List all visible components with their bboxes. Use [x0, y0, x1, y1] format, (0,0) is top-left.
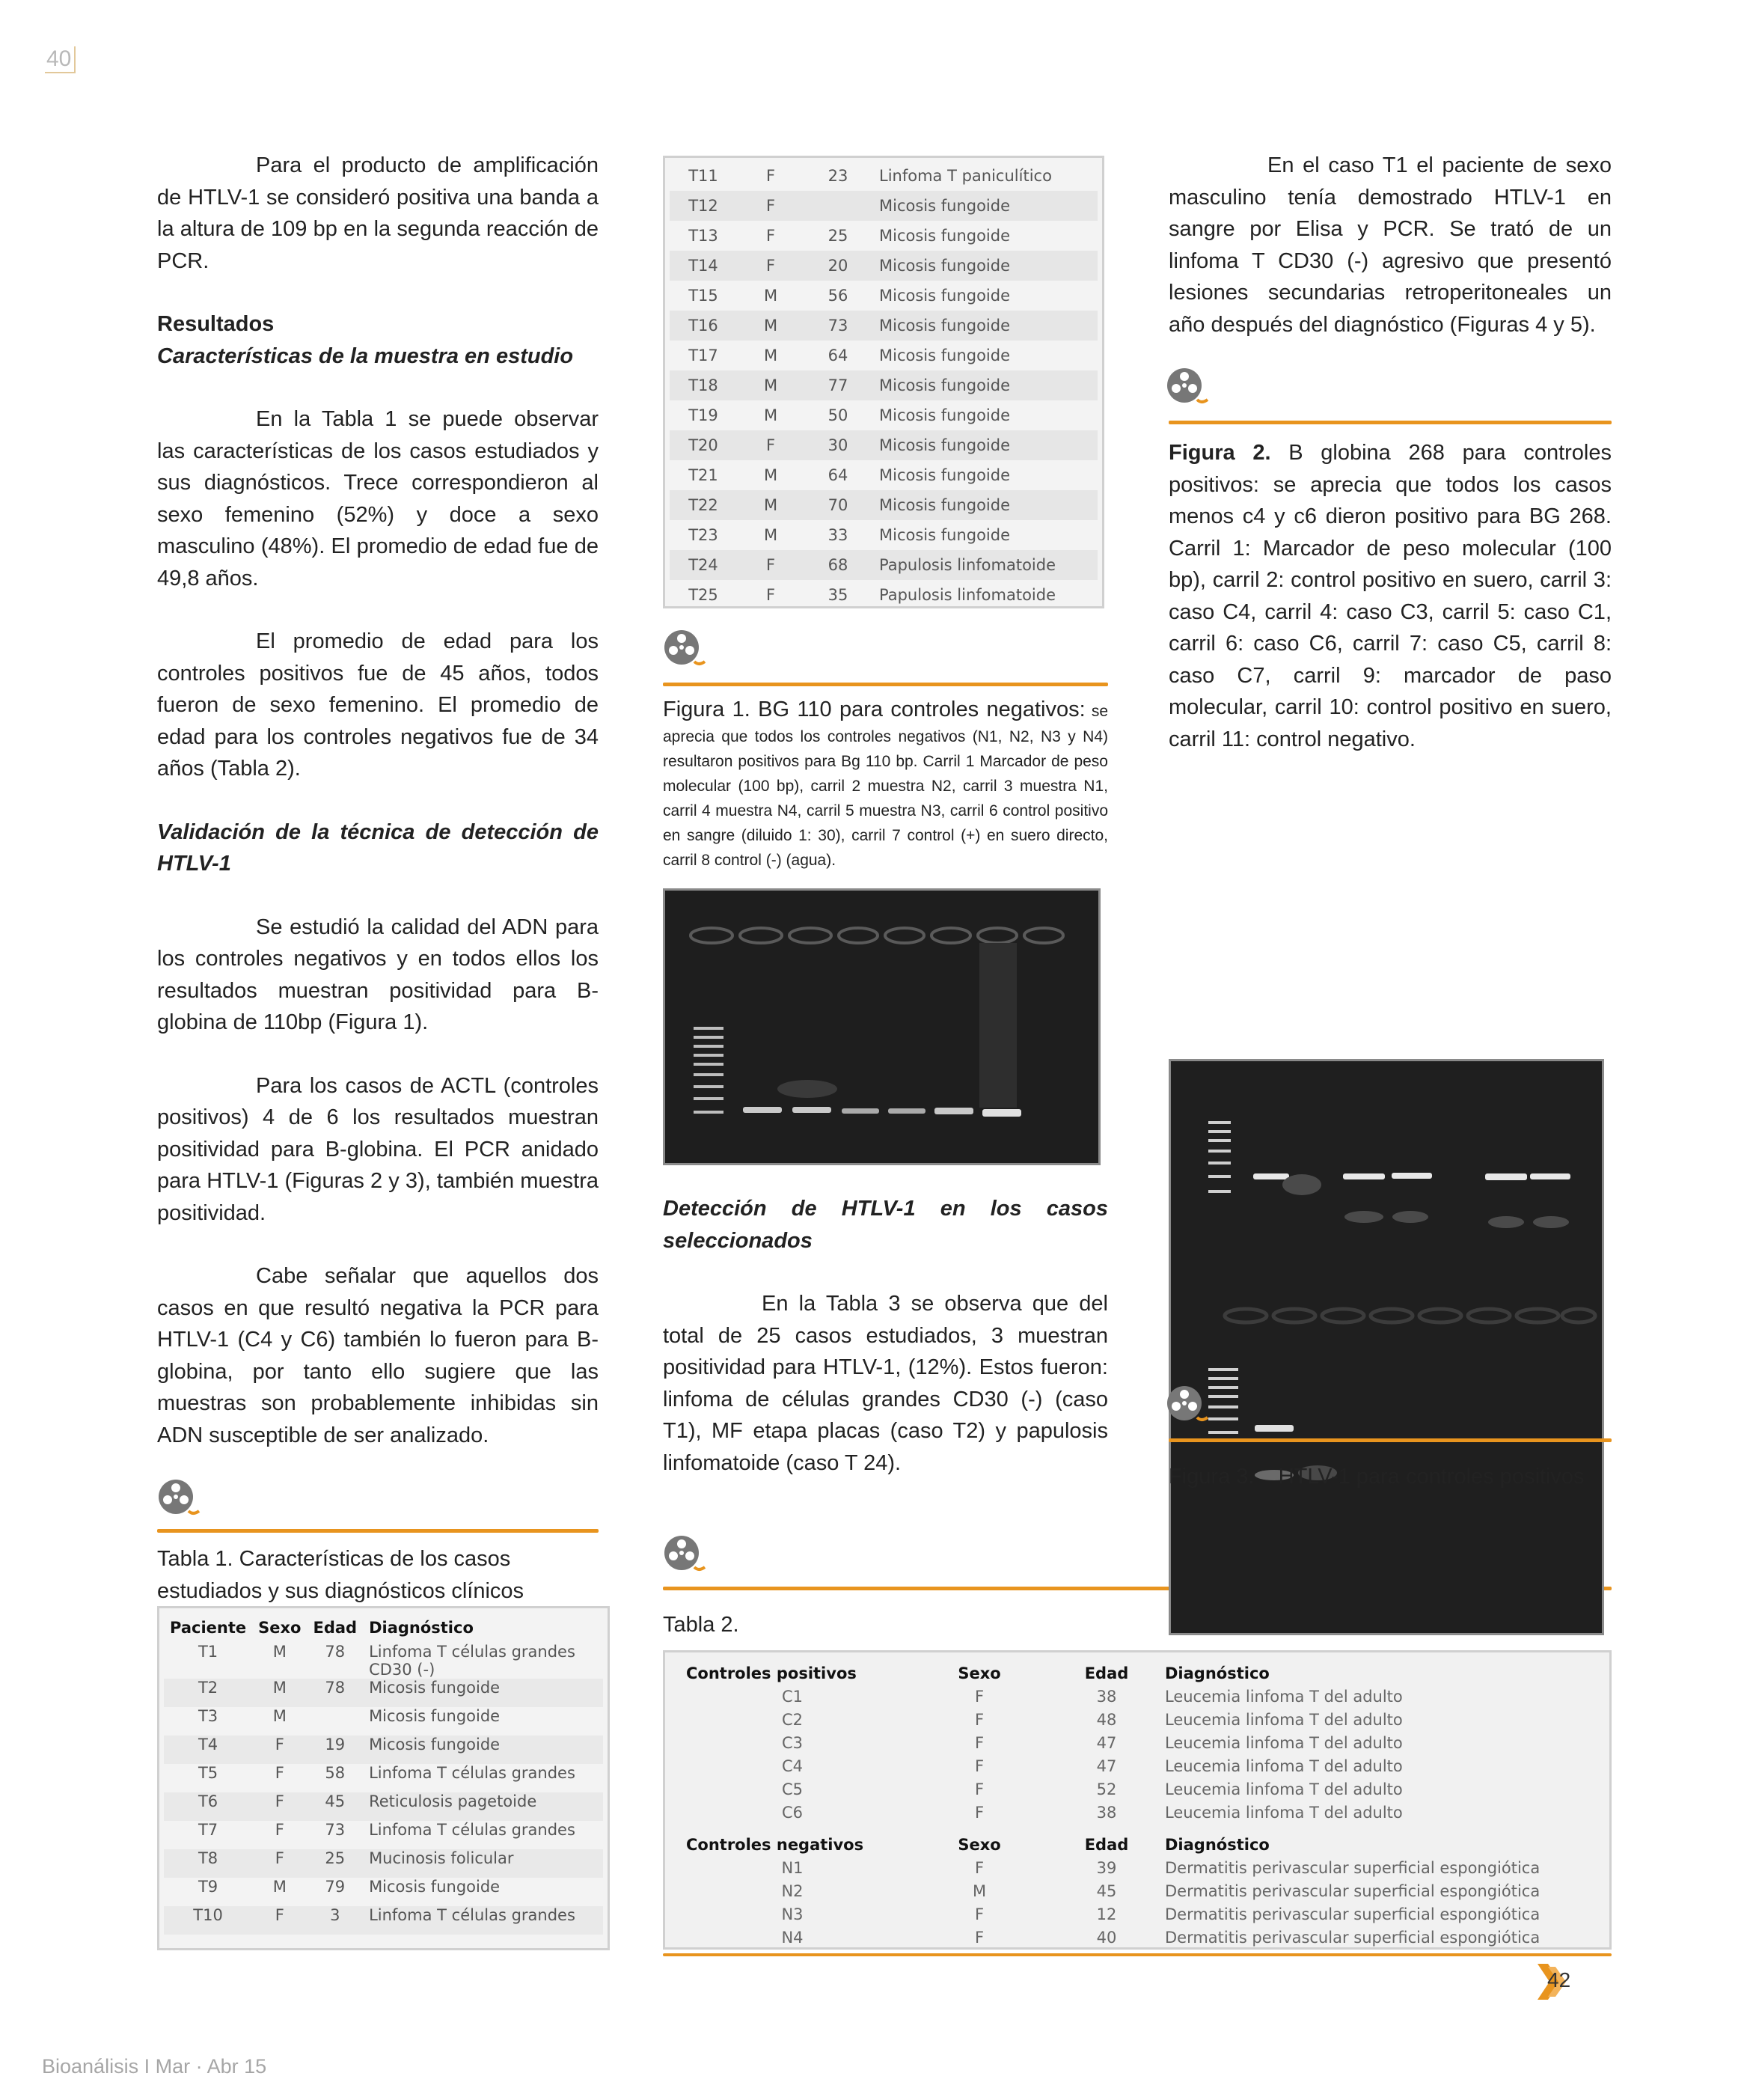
- table-cell: T10: [164, 1906, 252, 1935]
- table-cell: F: [974, 1756, 985, 1775]
- table-row: [680, 1801, 1594, 1824]
- table-cell: 23: [827, 167, 848, 185]
- figure-2-lead: Figura 2.: [1169, 441, 1271, 465]
- table-cell: F: [737, 430, 804, 460]
- table-header-cell: Edad: [1084, 1664, 1129, 1682]
- table-header-cell: Diagnóstico: [369, 1619, 474, 1637]
- table-cell: 12: [1096, 1905, 1117, 1923]
- table-cell: T24: [670, 550, 737, 580]
- column-1: [157, 150, 599, 1451]
- table-cell: Micosis fungoide: [879, 406, 1011, 424]
- figure-1-text: se aprecia que todos los controles negativos (N1, N2, N3 y N4) resultaron positivos para Bg 110 bp. Carril 1 Marcador de peso molecular (100 bp), carril 2 muestra N2, carril 3 muestra N1, carril 4 muestra N4, carril 5 muestra N3, carril 6 control positivo en sangre (diluido 1: 30), carril 7 control (+) en suero directo, carril 8 control (-) (agua).: [663, 703, 1108, 869]
- table-header-cell: Controles positivos: [686, 1664, 857, 1682]
- table-cell: M: [763, 287, 778, 305]
- table-row: [670, 221, 1098, 251]
- table-cell: Micosis fungoide: [872, 251, 1098, 281]
- table-row: [670, 251, 1098, 281]
- table-cell: T7: [198, 1821, 218, 1839]
- table-cell: Linfoma T células grandes CD30 (-): [369, 1643, 575, 1679]
- table-cell: T5: [198, 1764, 218, 1782]
- table-cell: 79: [325, 1878, 346, 1896]
- table-cell: 78: [325, 1643, 346, 1661]
- table-cell: Micosis fungoide: [872, 191, 1098, 221]
- table-row: [680, 1754, 1594, 1777]
- table-cell: Micosis fungoide: [363, 1736, 603, 1764]
- table-row: [670, 490, 1098, 520]
- table-row: [164, 1707, 603, 1736]
- table-header-cell: Sexo: [958, 1835, 1001, 1854]
- table-cell: 38: [1096, 1687, 1117, 1706]
- section-rule: [1169, 1438, 1612, 1442]
- table-cell: T16: [670, 311, 737, 341]
- table-cell: T9: [198, 1878, 218, 1896]
- table-cell: 58: [325, 1764, 346, 1782]
- table-cell: C3: [781, 1733, 804, 1752]
- table-cell: Micosis fungoide: [879, 287, 1011, 305]
- table-row: [670, 311, 1098, 341]
- table-cell: Leucemia linfoma T del adulto: [1165, 1687, 1403, 1706]
- table-cell: 47: [1096, 1733, 1117, 1752]
- table-cell: M: [737, 490, 804, 520]
- section-rule: [157, 1529, 599, 1533]
- table-cell: Micosis fungoide: [872, 490, 1098, 520]
- table-header-cell: Sexo: [958, 1664, 1001, 1682]
- table-cell: T3: [198, 1707, 218, 1725]
- table-row: [164, 1792, 603, 1821]
- table-1-continued: [663, 156, 1104, 608]
- table-cell: Linfoma T paniculítico: [879, 167, 1052, 185]
- table-row: [164, 1764, 603, 1792]
- table-cell: Micosis fungoide: [872, 311, 1098, 341]
- table-cell: Micosis fungoide: [872, 370, 1098, 400]
- table-cell: N3: [781, 1905, 804, 1923]
- table2-bottom-rule: [663, 1953, 1612, 1956]
- table-cell: F: [252, 1849, 307, 1878]
- table-cell: T11: [688, 167, 718, 185]
- table-cell: C1: [781, 1687, 804, 1706]
- table-cell: Leucemia linfoma T del adulto: [1165, 1756, 1403, 1775]
- table-cell: F: [765, 586, 776, 604]
- table-cell: Micosis fungoide: [879, 466, 1011, 484]
- table-cell: 52: [1096, 1780, 1117, 1798]
- table-cell: 78: [307, 1679, 363, 1707]
- table-row: [680, 1731, 1594, 1754]
- table-cell: F: [737, 251, 804, 281]
- column-3: [1169, 150, 1612, 341]
- table-cell: F: [974, 1780, 985, 1798]
- table-cell: 40: [1096, 1928, 1117, 1947]
- paragraph: En el caso T1 el paciente de sexo masculino tenía demostrado HTLV-1 en sangre por Elisa y PCR. Se trató de un linfoma T CD30 (-) agresivo que presentó lesiones secundarias retroperitoneales un año después del diagnóstico (Figuras 4 y 5).: [1169, 153, 1612, 337]
- figure-2-caption: [1169, 437, 1612, 755]
- table-cell: 35: [827, 586, 848, 604]
- table-header-cell: Diagnóstico: [1165, 1664, 1270, 1682]
- table1-caption: Tabla 1. Características de los casos estudiados y sus diagnósticos clínicos: [157, 1547, 524, 1603]
- paragraph: En la Tabla 1 se puede observar las características de los casos estudiados y sus diagnósticos. Trece correspondieron al sexo femenino (52%) y doce a sexo masculino (48%). El promedio de edad fue de 49,8 años.: [157, 407, 599, 590]
- table-cell: M: [272, 1707, 287, 1725]
- table-cell: 25: [827, 227, 848, 245]
- table-cell: 64: [827, 466, 848, 484]
- table-cell: M: [763, 526, 778, 544]
- paragraph: Para los casos de ACTL (controles positivos) 4 de 6 los resultados muestran positividad para B-globina. El PCR anidado para HTLV-1 (Figuras 2 y 3), también muestra positividad.: [157, 1073, 599, 1225]
- table-cell: 77: [804, 370, 872, 400]
- table-cell: T12: [670, 191, 737, 221]
- table-row: [680, 1856, 1594, 1879]
- table-cell: Linfoma T células grandes: [369, 1821, 575, 1839]
- table-row: [164, 1878, 603, 1906]
- table-cell: T8: [164, 1849, 252, 1878]
- page-number: 40: [45, 46, 76, 73]
- table-cell: T13: [688, 227, 718, 245]
- table-row: [680, 1926, 1594, 1949]
- table-cell: Leucemia linfoma T del adulto: [1165, 1803, 1403, 1822]
- table-cell: F: [765, 167, 776, 185]
- heading-results: Resultados: [157, 312, 275, 336]
- table-2: [663, 1650, 1612, 1950]
- detection-section: [663, 1193, 1108, 1479]
- table-cell: N1: [781, 1858, 804, 1877]
- table-row: [670, 580, 1098, 610]
- paragraph: Se estudió la calidad del ADN para los controles negativos y en todos ellos los resultados muestran positividad para B-globina de 110bp (Figura 1).: [157, 915, 599, 1034]
- table-header-cell: Diagnóstico: [1165, 1835, 1270, 1854]
- table-1: [157, 1606, 610, 1950]
- section-rule: [1169, 421, 1612, 424]
- figure-2-text: B globina 268 para controles positivos: se aprecia que todos los casos menos c4 y c6 dieron positivo para BG 268. Carril 1: Marcador de peso molecular (100 bp), carril 2: control positivo en suero, carril 3: caso C4, carril 4: caso C3, carril 5: caso C1, carril 6: caso C6, carril 7: caso C5, carril 8: caso C7, carril 9: marcador de paso molecular, carril 10: control positivo en suero, carril 11: control negativo.: [1169, 441, 1612, 751]
- table-cell: M: [972, 1881, 987, 1900]
- table-row: [680, 1902, 1594, 1926]
- table-cell: 68: [804, 550, 872, 580]
- figure-2-gel: [1169, 1059, 1604, 1635]
- table-row: [670, 520, 1098, 550]
- table-cell: T2: [164, 1679, 252, 1707]
- table-row: [670, 161, 1098, 191]
- table-cell: M: [737, 311, 804, 341]
- table-cell: T17: [688, 347, 718, 364]
- table-cell: T6: [164, 1792, 252, 1821]
- table-cell: M: [763, 347, 778, 364]
- table-cell: N2: [781, 1881, 804, 1900]
- table-cell: [804, 191, 872, 221]
- table-cell: F: [974, 1803, 985, 1822]
- table-cell: Micosis fungoide: [879, 347, 1011, 364]
- table-cell: Linfoma T células grandes: [363, 1906, 603, 1935]
- table-cell: T22: [670, 490, 737, 520]
- table-cell: Reticulosis pagetoide: [363, 1792, 603, 1821]
- table-cell: Micosis fungoide: [363, 1679, 603, 1707]
- table-cell: T21: [688, 466, 718, 484]
- folio: 42: [1547, 1968, 1571, 1991]
- table-cell: F: [252, 1736, 307, 1764]
- paragraph: Para el producto de amplificación de HTLV-1 se consideró positiva una banda a la altura de 109 bp en la segunda reacción de PCR.: [157, 153, 599, 273]
- table-cell: T4: [164, 1736, 252, 1764]
- table-cell: 73: [325, 1821, 346, 1839]
- table-cell: F: [974, 1928, 985, 1947]
- table-cell: Leucemia linfoma T del adulto: [1165, 1710, 1403, 1729]
- table-cell: M: [272, 1878, 287, 1896]
- table-cell: 33: [827, 526, 848, 544]
- table-cell: C6: [781, 1803, 804, 1822]
- table-row: [670, 370, 1098, 400]
- figure-1-lead: Figura 1. BG 110 para controles negativos:: [663, 698, 1086, 721]
- table-header-cell: Edad: [313, 1619, 358, 1637]
- table-cell: 38: [1096, 1803, 1117, 1822]
- table-cell: T20: [670, 430, 737, 460]
- table-cell: C4: [781, 1756, 804, 1775]
- table-row: [164, 1736, 603, 1764]
- table-cell: Papulosis linfomatoide: [872, 550, 1098, 580]
- table-cell: Dermatitis perivascular superficial espongiótica: [1165, 1928, 1541, 1947]
- table-row: [164, 1643, 603, 1679]
- table-cell: Leucemia linfoma T del adulto: [1165, 1733, 1403, 1752]
- table-header-cell: Controles negativos: [686, 1835, 864, 1854]
- table-cell: Mucinosis folicular: [363, 1849, 603, 1878]
- paragraph: En la Tabla 3 se observa que del total de 25 casos estudiados, 3 muestran positividad para HTLV-1, (12%). Estos fueron: linfoma de células grandes CD30 (-) (caso T1), MF etapa placas (caso T2) y papulosis linfomatoide (caso T 24).: [663, 1292, 1108, 1475]
- table-cell: F: [974, 1905, 985, 1923]
- table-cell: T14: [670, 251, 737, 281]
- footer-publication: Bioanálisis I Mar · Abr 15: [42, 2055, 267, 2078]
- table-cell: F: [974, 1687, 985, 1706]
- table-header-cell: Edad: [1084, 1835, 1129, 1854]
- table-cell: 45: [307, 1792, 363, 1821]
- table-cell: M: [763, 466, 778, 484]
- table-cell: F: [737, 550, 804, 580]
- table-cell: Leucemia linfoma T del adulto: [1165, 1780, 1403, 1798]
- figure-1-gel: [663, 888, 1101, 1165]
- table-cell: T15: [688, 287, 718, 305]
- table-cell: 56: [827, 287, 848, 305]
- film-reel-icon: [663, 629, 715, 671]
- table-row: [670, 550, 1098, 580]
- table-cell: T1: [198, 1643, 218, 1661]
- table-cell: 70: [804, 490, 872, 520]
- table-cell: Dermatitis perivascular superficial espongiótica: [1165, 1858, 1541, 1877]
- table-cell: F: [275, 1821, 284, 1839]
- table-row: [670, 430, 1098, 460]
- table-cell: 19: [307, 1736, 363, 1764]
- table-header-cell: Sexo: [258, 1619, 302, 1637]
- table-cell: M: [252, 1679, 307, 1707]
- table-cell: F: [275, 1764, 284, 1782]
- table2-caption: Tabla 2.: [663, 1613, 739, 1637]
- table-cell: 50: [827, 406, 848, 424]
- table-cell: Micosis fungoide: [879, 227, 1011, 245]
- table-cell: Micosis fungoide: [872, 430, 1098, 460]
- table-cell: M: [763, 406, 778, 424]
- paragraph: El promedio de edad para los controles positivos fue de 45 años, todos fueron de sexo femenino. El promedio de edad para los controles negativos fue de 34 años (Tabla 2).: [157, 629, 599, 781]
- table-row: [680, 1685, 1594, 1708]
- table-row: [164, 1679, 603, 1707]
- table-cell: Dermatitis perivascular superficial espongiótica: [1165, 1905, 1541, 1923]
- section-rule: [663, 683, 1108, 686]
- table-row: [164, 1849, 603, 1878]
- table-cell: Micosis fungoide: [369, 1878, 501, 1896]
- table-cell: 3: [307, 1906, 363, 1935]
- table-cell: F: [974, 1858, 985, 1877]
- figure-3-caption: Figura 3. HTLV-1 para controles positivos: [1169, 1465, 1585, 1489]
- paragraph: Cabe señalar que aquellos dos casos en que resultó negativa la PCR para HTLV-1 (C4 y C6) también lo fueron para B-globina, por tanto ello sugiere que las muestras son probablemente inhibidas sin ADN susceptible de ser analizado.: [157, 1264, 599, 1447]
- table-row: [670, 281, 1098, 311]
- heading-detection: Detección de HTLV-1 en los casos seleccionados: [663, 1197, 1108, 1253]
- table-cell: 30: [804, 430, 872, 460]
- table-row: [164, 1821, 603, 1849]
- table-cell: Papulosis linfomatoide: [879, 586, 1056, 604]
- table-cell: 73: [804, 311, 872, 341]
- table-cell: T19: [688, 406, 718, 424]
- table-row: [680, 1777, 1594, 1801]
- table-cell: T18: [670, 370, 737, 400]
- table-cell: M: [272, 1643, 287, 1661]
- table-cell: Micosis fungoide: [879, 526, 1011, 544]
- heading-sample: Características de la muestra en estudio: [157, 344, 574, 368]
- table-header-cell: Paciente: [170, 1619, 247, 1637]
- table-cell: F: [252, 1792, 307, 1821]
- table-cell: 64: [827, 347, 848, 364]
- table-cell: N4: [781, 1928, 804, 1947]
- table-row: [670, 460, 1098, 490]
- table-cell: F: [974, 1710, 985, 1729]
- table-row: [164, 1906, 603, 1935]
- table-cell: F: [765, 227, 776, 245]
- film-reel-icon: [663, 1534, 715, 1576]
- table-cell: [307, 1707, 363, 1736]
- table-row: [680, 1879, 1594, 1902]
- table-cell: F: [252, 1906, 307, 1935]
- film-reel-icon: [1166, 367, 1218, 409]
- table-cell: Linfoma T células grandes: [369, 1764, 575, 1782]
- table-cell: F: [737, 191, 804, 221]
- table-cell: T23: [688, 526, 718, 544]
- table-cell: 45: [1096, 1881, 1117, 1900]
- heading-validation: Validación de la técnica de detección de HTLV-1: [157, 819, 599, 876]
- table-cell: F: [974, 1733, 985, 1752]
- table-cell: C5: [781, 1780, 804, 1798]
- table-cell: 47: [1096, 1756, 1117, 1775]
- table-cell: C2: [781, 1710, 804, 1729]
- table-cell: 20: [804, 251, 872, 281]
- table-cell: Dermatitis perivascular superficial espongiótica: [1165, 1881, 1541, 1900]
- figure-1-caption: [663, 695, 1108, 873]
- film-reel-icon: [157, 1478, 209, 1520]
- table-row: [670, 341, 1098, 370]
- table-cell: Micosis fungoide: [369, 1707, 501, 1725]
- table-row: [670, 191, 1098, 221]
- film-reel-icon: [1166, 1385, 1218, 1426]
- table-row: [670, 400, 1098, 430]
- table-cell: 25: [307, 1849, 363, 1878]
- table-cell: T25: [688, 586, 718, 604]
- table-row: [680, 1708, 1594, 1731]
- table-cell: 48: [1096, 1710, 1117, 1729]
- table-cell: M: [737, 370, 804, 400]
- table-cell: 39: [1096, 1858, 1117, 1877]
